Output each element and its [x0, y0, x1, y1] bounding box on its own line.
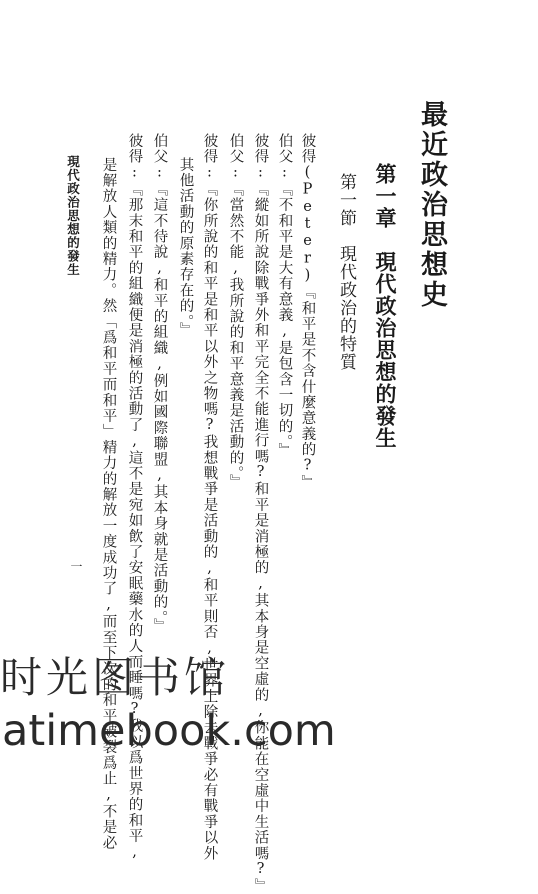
dialogue-line: 伯父:『不和平是大有意義,是包含一切的。』 [276, 133, 293, 459]
chapter-heading: 第一章 現代政治思想的發生 [373, 163, 398, 449]
dialogue-line: 彼得:『那末和平的組織便是消極的活動了,這不是宛如飲了安眠藥水的人而睡嗎?我以爲世界的和平, [126, 133, 143, 862]
page-number: 一 [69, 560, 83, 572]
dialogue-line: 彼得:『你所說的和平是和平以外之物嗎?我想戰爭是活動的,和平則否,世界上除去戰爭必有戰爭以外 [201, 133, 218, 862]
book-title: 最近政治思想史 [416, 100, 447, 310]
dialogue-line: 伯父:『這不待說,和平的組織,例如國際聯盟,其本身就是活動的。』 [151, 133, 168, 635]
dialogue-line: 彼得(Peter)『和平是不含什麼意義的?』 [299, 133, 316, 491]
watermark-url: atimebook.com [2, 706, 336, 756]
dialogue-line: 是解放人類的精力。然「爲和平而和平」精力的解放一度成功了,而至下次的和平破裂爲止,不是必 [100, 157, 117, 851]
dialogue-line: 彼得:『縱如所說除戰爭外和平完全不能進行嗎?和平是消極的,其本身是空虛的,你能在空虛中生活嗎?』 [252, 133, 269, 894]
dialogue-line: 其他活動的原素存在的。』 [177, 157, 194, 339]
watermark-chinese: 时光图书馆 [0, 653, 231, 702]
section-heading: 第一節 現代政治的特質 [336, 173, 356, 371]
running-head: 現代政治思想的發生 [65, 155, 81, 277]
dialogue-line: 伯父:『當然不能,我所說的和平意義是活動的。』 [227, 133, 244, 490]
